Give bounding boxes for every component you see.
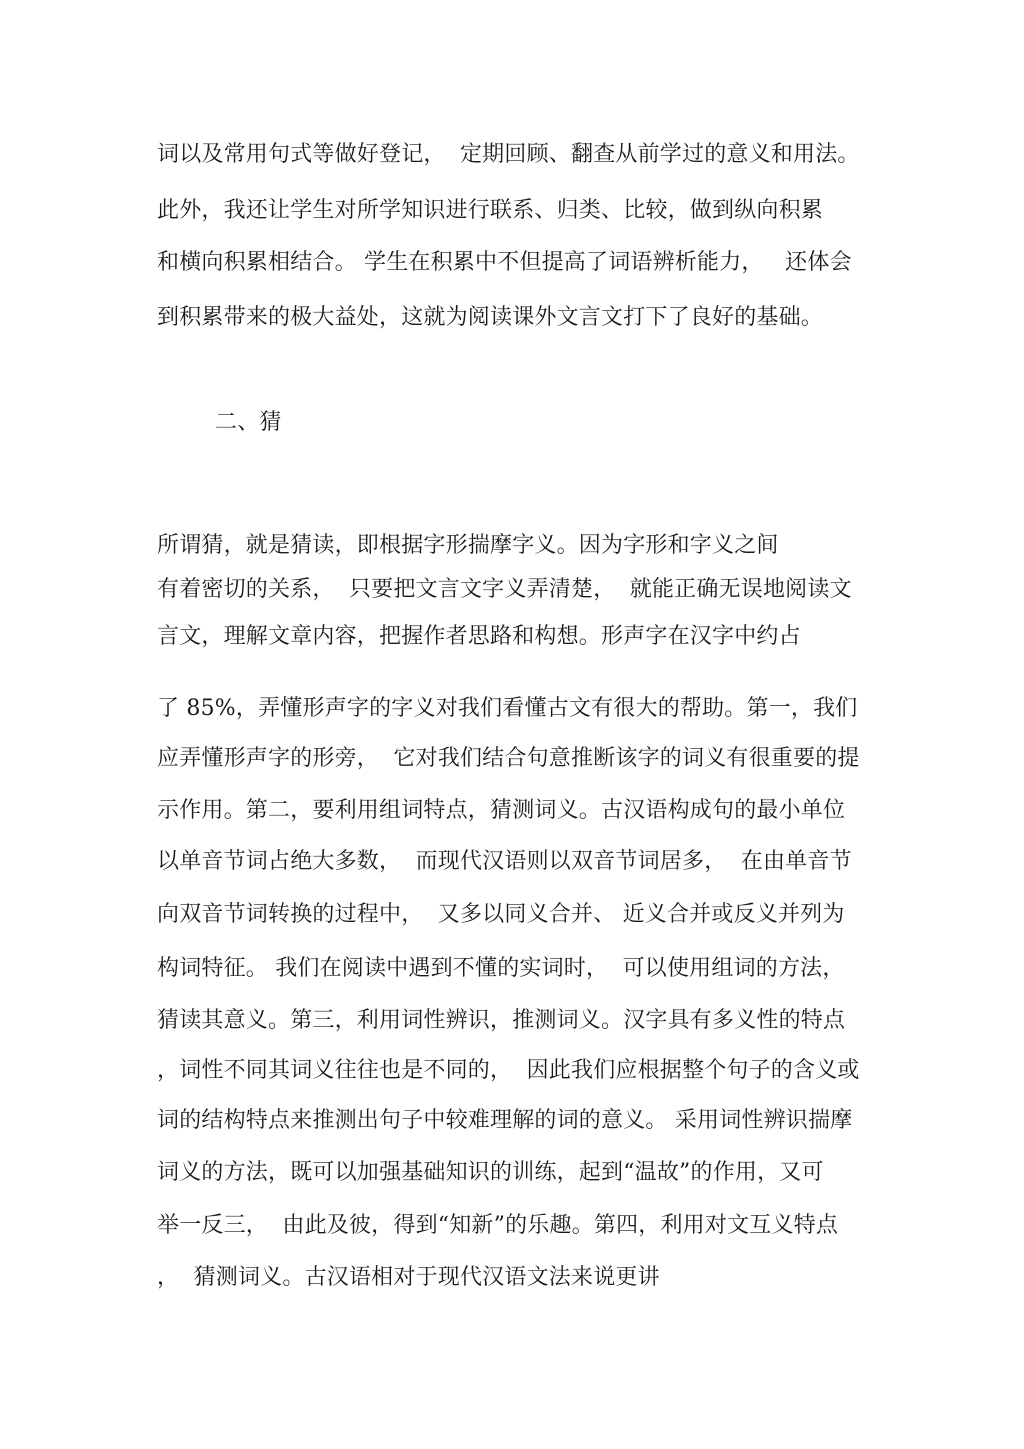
paragraph-1-line-2: 此外，我还让学生对所学知识进行联系、归类、比较，做到纵向积累 xyxy=(157,198,824,223)
paragraph-3-line-3: 示作用。第二，要利用组词特点，猜测词义。古汉语构成句的最小单位 xyxy=(157,798,846,823)
paragraph-3-line-2: 应弄懂形声字的形旁， 它对我们结合句意推断该字的词义有很重要的提 xyxy=(157,746,860,771)
paragraph-3-line-12: ， 猜测词义。古汉语相对于现代汉语文法来说更讲 xyxy=(157,1265,660,1290)
paragraph-3-line-10: 词义的方法，既可以加强基础知识的训练，起到“温故”的作用，又可 xyxy=(157,1160,824,1185)
paragraph-1-line-3: 和横向积累相结合。 学生在积累中不但提高了词语辨析能力， 还体会 xyxy=(157,250,852,275)
paragraph-2-line-2: 有着密切的关系， 只要把文言文字义弄清楚， 就能正确无误地阅读文 xyxy=(157,577,852,602)
paragraph-3-line-1: 了 85%，弄懂形声字的字义对我们看懂古文有很大的帮助。第一，我们 xyxy=(157,696,858,721)
paragraph-3-line-6: 构词特征。 我们在阅读中遇到不懂的实词时， 可以使用组词的方法， xyxy=(157,956,845,981)
paragraph-3-line-11: 举一反三， 由此及彼，得到“知新”的乐趣。第四，利用对文互义特点 xyxy=(157,1213,839,1238)
paragraph-1-line-4: 到积累带来的极大益处，这就为阅读课外文言文打下了良好的基础。 xyxy=(157,305,824,330)
paragraph-3-line-5: 向双音节词转换的过程中， 又多以同义合并、 近义合并或反义并列为 xyxy=(157,902,845,927)
paragraph-2-line-3: 言文，理解文章内容，把握作者思路和构想。形声字在汉字中约占 xyxy=(157,624,801,649)
paragraph-3-line-7: 猜读其意义。第三，利用词性辨识，推测词义。汉字具有多义性的特点 xyxy=(157,1008,846,1033)
paragraph-3-line-9: 词的结构特点来推测出句子中较难理解的词的意义。 采用词性辨识揣摩 xyxy=(157,1108,853,1133)
paragraph-3-line-8: ，词性不同其词义往往也是不同的， 因此我们应根据整个句子的含义或 xyxy=(157,1058,860,1083)
paragraph-3-line-4: 以单音节词占绝大多数， 而现代汉语则以双音节词居多， 在由单音节 xyxy=(157,849,852,874)
section-heading: 二、猜 xyxy=(215,410,282,435)
paragraph-2-line-1: 所谓猜，就是猜读，即根据字形揣摩字义。因为字形和字义之间 xyxy=(157,533,779,558)
paragraph-1-line-1: 词以及常用句式等做好登记， 定期回顾、翻查从前学过的意义和用法。 xyxy=(157,142,860,167)
